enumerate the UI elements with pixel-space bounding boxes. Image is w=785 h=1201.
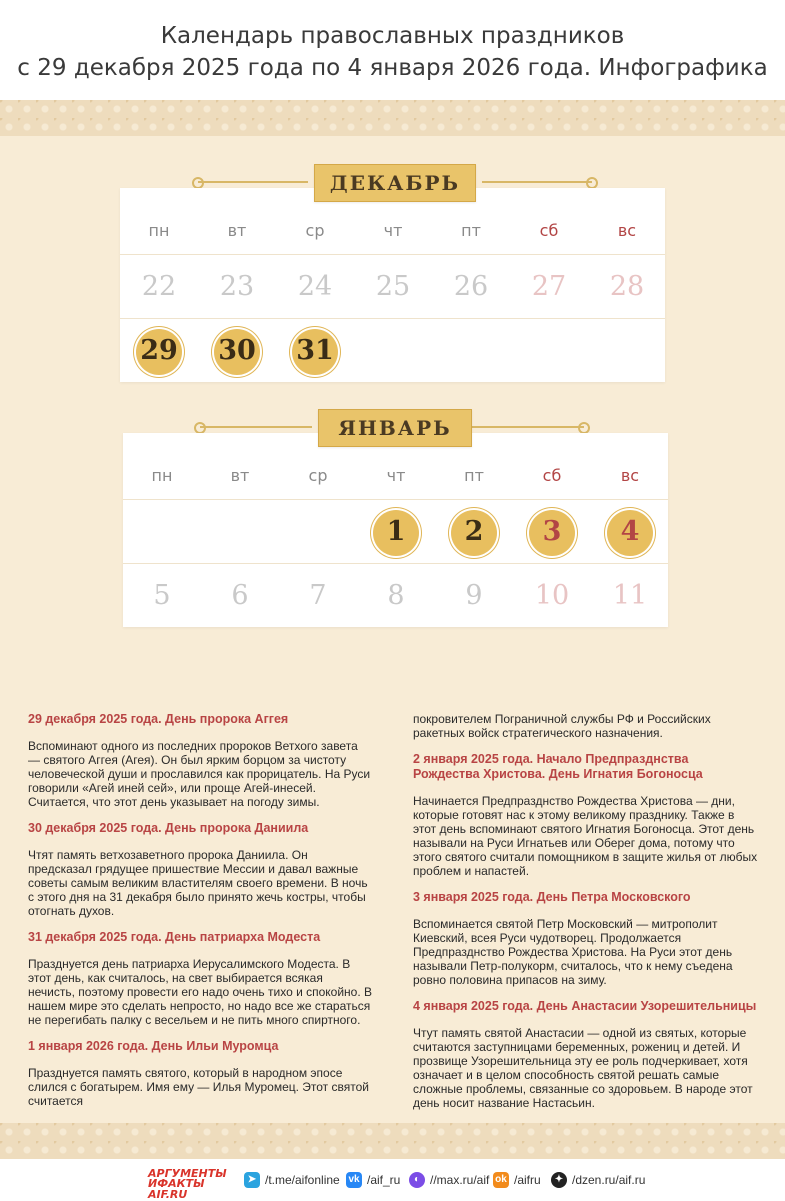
week-row [123,499,668,564]
month-label-december: ДЕКАБРЬ [314,164,476,202]
page-title-line2: с 29 декабря 2025 года по 4 января 2026 года. Инфографика [17,55,768,81]
social-link-text: /t.me/aifonline [265,1173,340,1187]
weekday-label: пт [461,221,481,240]
article-heading: 30 декабря 2025 года. День пророка Даниила [28,821,309,835]
calendar-day: 10 [534,580,570,611]
weekday-label: ср [305,221,325,240]
article-text: Начинается Предпразднство Рождества Христова — дни, которые готовят нас к этому великому празднику. Также в этот день вспоминают святого Игнатия Богоносца. Этот день называли на Руси Игнатьев или Оберег дома, потому что этого святого считали помощником в защите жилья от любых проблем и напастей. [413,794,758,878]
calendar-day: 23 [219,271,255,302]
article-text: Празднуется память святого, который в народном эпосе слился с богатырем. Имя ему — Илья Муромец. Этот святой считается [28,1066,369,1108]
page-title-line1: Календарь православных праздников [160,23,625,49]
weekday-label: вс [620,466,640,485]
article-text: Чтят память ветхозаветного пророка Даниила. Он предсказал грядущее пришествие Мессии и давал важные советы самым великим властителям своего времени. В ночь с этого дня на 31 декабря было принято жечь костры, чтобы отогнать духов. [28,848,368,918]
weekday-label: ср [308,466,328,485]
article-heading: 31 декабря 2025 года. День патриарха Модеста [28,930,321,944]
article-text: Вспоминают одного из последних пророков Ветхого завета — святого Аггея (Агея). Он был ярким борцом за чистоту человеческой души и прославился как прорицатель. На Руси говорили «Агей иней сей», или проще Агей-инесей. Считается, что этот день указывает на погоду зимы. [28,739,371,809]
calendar-day-holiday: 1 [386,516,406,547]
calendar-day-holiday: 31 [296,335,334,366]
article-text: Чтут память святой Анастасии — одной из святых, которые считаются заступницами беременных, рожениц и детей. И прозвище Узорешительница эту ее роль подчеркивает, хотя означает и в целом способность святой решать самые сложные проблемы, связанные со здоровьем. В народе этот день носит название Настасьин. [413,1026,753,1110]
articles-right-column [413,712,758,1122]
article-text: Празднуется день патриарха Иерусалимского Модеста. В этот день, как считалось, на свет выбирается всякая нечисть, поэтому провести его надо очень тихо и спокойно. В нашем мире это сделать непросто, но надо все же стараться не перегибать палку с весельем и не пить много спиртного. [28,957,373,1027]
article-heading: 29 декабря 2025 года. День пророка Аггея [28,712,289,726]
calendar-day: 24 [297,271,333,302]
week-row [123,563,668,628]
calendar-day: 27 [531,271,567,302]
calendar-day: 26 [453,271,489,302]
social-link-text: /dzen.ru/aif.ru [572,1173,646,1187]
article-text: Вспоминается святой Петр Московский — митрополит Киевский, всея Руси чудотворец. Продолжается Предпразднство Рождества Христова. На Руси этот день называли Петр-полукорм, считалось, что к нему съедена ровно половина припасов на зиму. [413,917,733,987]
social-link-vk[interactable] [346,1171,400,1189]
max-icon: ◐ [409,1172,425,1188]
ornament-band-bottom [0,1123,785,1159]
article-heading: 4 января 2025 года. День Анастасии Узорешительницы [413,999,757,1013]
article-text-continued: покровителем Пограничной службы РФ и Российских ракетных войск стратегического назначения. [413,712,711,740]
odnoklassniki-icon: ok [493,1172,509,1188]
calendar-day-holiday: 29 [140,335,178,366]
weekday-label: вт [227,221,247,240]
calendar-day: 6 [231,580,249,611]
calendar-day-holiday: 30 [218,335,256,366]
calendar-day: 25 [375,271,411,302]
weekday-label: сб [539,221,559,240]
aif-logo[interactable] [148,1167,233,1201]
ornament-band-top [0,100,785,136]
header [0,0,785,100]
calendar-day: 22 [141,271,177,302]
weekday-label: пн [151,466,173,485]
weekday-label: чт [386,466,406,485]
social-link-odnoklassniki[interactable] [493,1171,541,1189]
telegram-icon: ➤ [244,1172,260,1188]
social-link-dzen[interactable] [551,1171,645,1189]
dzen-icon: ✦ [551,1172,567,1188]
month-label-january: ЯНВАРЬ [318,409,472,447]
social-link-max[interactable] [409,1171,489,1189]
weekday-label: сб [542,466,562,485]
social-link-text: /aif_ru [367,1173,401,1187]
social-link-telegram[interactable] [244,1171,340,1189]
december-calendar [120,188,665,382]
calendar-day-holiday: 2 [464,516,484,547]
article-heading: 3 января 2025 года. День Петра Московского [413,890,691,904]
calendar-day: 9 [465,580,483,611]
ornament-line [482,181,592,183]
main-area [0,136,785,1123]
vk-icon: vk [346,1172,362,1188]
weekday-label: вс [617,221,637,240]
weekday-label: пн [148,221,170,240]
calendar-day: 8 [387,580,405,611]
calendar-day: 5 [153,580,171,611]
social-link-text: /aifru [514,1173,541,1187]
social-link-text: //max.ru/aif [430,1173,490,1187]
article-heading: 2 января 2025 года. Начало Предпразднства Рождества Христова. День Игнатия Богоносца [413,752,703,781]
article-heading: 1 января 2026 года. День Ильи Муромца [28,1039,279,1053]
ornament-line [198,181,308,183]
calendar-day: 28 [609,271,645,302]
week-row [120,318,665,383]
weekday-label: пт [464,466,484,485]
calendar-day: 11 [612,580,648,611]
calendar-day-holiday: 3 [542,516,562,547]
ornament-line [472,426,584,428]
ornament-line [200,426,312,428]
week-row [120,254,665,319]
weekday-label: чт [383,221,403,240]
january-calendar [123,433,668,627]
logo-line1: АРГУМЕНТЫ [148,1167,227,1180]
weekday-label: вт [230,466,250,485]
calendar-day-holiday: 4 [620,516,640,547]
articles-left-column [28,712,373,1120]
logo-line2: ИФАКТЫ AIF.RU [148,1177,205,1201]
calendar-day: 7 [309,580,327,611]
